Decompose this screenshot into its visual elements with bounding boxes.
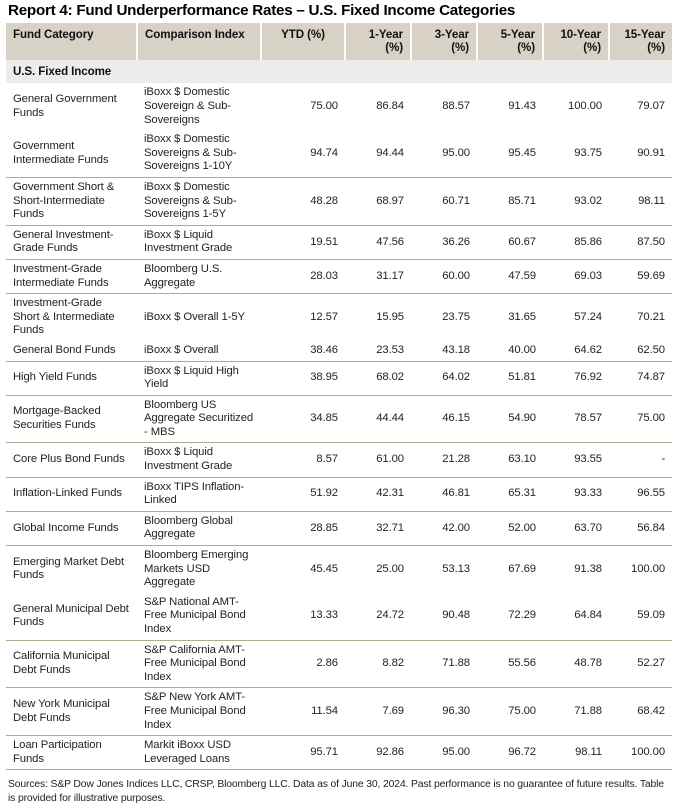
sources-footnote: Sources: S&P Dow Jones Indices LLC, CRSP, Bloomberg LLC. Data as of June 30, 2024. Past performance is no guarantee of future results. Table is provided for illustrative purposes. xyxy=(8,779,664,804)
cell-1-year: 23.53 xyxy=(345,341,411,361)
cell-15-year: 90.91 xyxy=(609,130,672,177)
cell-3-year: 60.00 xyxy=(411,259,477,293)
cell-1-year: 7.69 xyxy=(345,688,411,736)
cell-ytd: 34.85 xyxy=(261,395,345,443)
header-line-2: (%) xyxy=(451,41,469,55)
cell-10-year: 93.75 xyxy=(543,130,609,177)
table-row xyxy=(6,361,672,395)
cell-ytd: 12.57 xyxy=(310,310,338,323)
cell-15-year: 56.84 xyxy=(609,511,672,545)
cell-15-year: 70.21 xyxy=(637,310,665,323)
cell-10-year: 57.24 xyxy=(574,310,602,323)
table-row xyxy=(6,477,672,511)
cell-comparison-index: Bloomberg US Aggregate Securitized - MBS xyxy=(137,395,261,443)
page-title: Report 4: Fund Underperformance Rates – U.S. Fixed Income Categories xyxy=(8,2,516,19)
header-line-1: 15-Year xyxy=(624,28,665,41)
table-row xyxy=(6,640,672,688)
cell-comparison-index: S&P New York AMT-Free Municipal Bond Index xyxy=(137,688,261,736)
cell-5-year: 67.69 xyxy=(508,562,536,575)
cell-comparison-index: iBoxx $ Liquid Investment Grade xyxy=(137,443,261,477)
cell-1-year: 86.84 xyxy=(376,100,404,112)
column-header-ytd[interactable]: YTD (%) xyxy=(261,23,345,60)
cell-ytd: 13.33 xyxy=(261,593,345,640)
cell-fund-category: General Government Funds xyxy=(13,93,117,119)
cell-fund-category: Government Short & Short-Intermediate Funds xyxy=(6,177,137,225)
column-header-10-year[interactable] xyxy=(543,23,609,60)
cell-comparison-index: iBoxx $ Domestic Sovereigns & Sub-Sovereigns 1-5Y xyxy=(137,177,261,225)
cell-1-year: 32.71 xyxy=(345,511,411,545)
cell-fund-category: High Yield Funds xyxy=(6,361,137,395)
header-line-1: 1-Year xyxy=(368,28,403,41)
cell-10-year: 100.00 xyxy=(568,100,602,112)
table-row xyxy=(6,259,672,293)
table-body xyxy=(6,60,672,770)
cell-15-year: 59.69 xyxy=(609,259,672,293)
table-row xyxy=(6,341,672,361)
cell-ytd: 19.51 xyxy=(261,225,345,259)
cell-1-year: 61.00 xyxy=(345,443,411,477)
cell-fund-category: Core Plus Bond Funds xyxy=(6,443,137,477)
column-header-3-year[interactable] xyxy=(411,23,477,60)
cell-3-year: 46.15 xyxy=(411,395,477,443)
cell-fund-category: Investment-Grade Short & Intermediate Funds xyxy=(13,297,115,337)
cell-ytd: 28.85 xyxy=(261,511,345,545)
cell-ytd: 95.71 xyxy=(261,736,345,770)
table-row xyxy=(6,83,672,130)
cell-10-year: 76.92 xyxy=(543,361,609,395)
column-header-5-year[interactable] xyxy=(477,23,543,60)
cell-5-year: 47.59 xyxy=(477,259,543,293)
cell-1-year: 44.44 xyxy=(345,395,411,443)
cell-3-year: 88.57 xyxy=(442,100,470,112)
cell-10-year: 48.78 xyxy=(543,640,609,688)
cell-15-year: 100.00 xyxy=(631,562,665,575)
cell-15-year: 87.50 xyxy=(609,225,672,259)
cell-5-year: 65.31 xyxy=(477,477,543,511)
cell-ytd: 45.45 xyxy=(310,562,338,575)
section-label: U.S. Fixed Income xyxy=(6,60,672,84)
cell-1-year: 15.95 xyxy=(376,310,404,323)
table-row xyxy=(6,688,672,736)
cell-comparison-index: Bloomberg Global Aggregate xyxy=(137,511,261,545)
cell-10-year: 78.57 xyxy=(543,395,609,443)
header-line-2: (%) xyxy=(647,41,665,55)
cell-fund-category: New York Municipal Debt Funds xyxy=(6,688,137,736)
cell-15-year: 96.55 xyxy=(609,477,672,511)
cell-fund-category: Mortgage-Backed Securities Funds xyxy=(6,395,137,443)
cell-ytd: 8.57 xyxy=(261,443,345,477)
cell-1-year: 8.82 xyxy=(345,640,411,688)
cell-3-year: 23.75 xyxy=(442,310,470,323)
cell-5-year: 75.00 xyxy=(477,688,543,736)
table-row xyxy=(6,546,672,593)
table-row xyxy=(6,130,672,177)
cell-5-year: 55.56 xyxy=(477,640,543,688)
cell-3-year: 36.26 xyxy=(411,225,477,259)
cell-15-year: 68.42 xyxy=(609,688,672,736)
table-header-row xyxy=(6,23,672,60)
cell-3-year: 46.81 xyxy=(411,477,477,511)
cell-3-year: 64.02 xyxy=(411,361,477,395)
cell-10-year: 63.70 xyxy=(543,511,609,545)
table-row xyxy=(6,225,672,259)
cell-3-year: 96.30 xyxy=(411,688,477,736)
cell-fund-category: Emerging Market Debt Funds xyxy=(13,555,125,582)
cell-fund-category: General Municipal Debt Funds xyxy=(6,593,137,640)
cell-5-year: 85.71 xyxy=(477,177,543,225)
cell-ytd: 2.86 xyxy=(261,640,345,688)
cell-10-year: 91.38 xyxy=(574,562,602,575)
cell-5-year: 31.65 xyxy=(508,310,536,323)
cell-comparison-index: iBoxx $ Overall 1-5Y xyxy=(144,310,245,323)
cell-comparison-index: iBoxx TIPS Inflation-Linked xyxy=(137,477,261,511)
cell-10-year: 93.02 xyxy=(543,177,609,225)
cell-5-year: 52.00 xyxy=(477,511,543,545)
header-line-1: 10-Year xyxy=(560,28,601,41)
cell-fund-category: Loan Participation Funds xyxy=(6,736,137,770)
cell-1-year: 68.02 xyxy=(345,361,411,395)
cell-fund-category: Global Income Funds xyxy=(6,511,137,545)
table-row xyxy=(6,177,672,225)
cell-1-year: 92.86 xyxy=(345,736,411,770)
cell-fund-category: Inflation-Linked Funds xyxy=(6,477,137,511)
cell-3-year: 53.13 xyxy=(442,562,470,575)
cell-1-year: 24.72 xyxy=(345,593,411,640)
cell-15-year: 74.87 xyxy=(609,361,672,395)
cell-ytd: 38.95 xyxy=(261,361,345,395)
cell-10-year: 71.88 xyxy=(543,688,609,736)
cell-5-year: 72.29 xyxy=(477,593,543,640)
cell-15-year: 100.00 xyxy=(609,736,672,770)
table-row xyxy=(6,443,672,477)
cell-1-year: 25.00 xyxy=(376,562,404,575)
cell-1-year: 94.44 xyxy=(345,130,411,177)
cell-5-year: 91.43 xyxy=(508,100,536,112)
cell-3-year: 90.48 xyxy=(411,593,477,640)
cell-10-year: 93.33 xyxy=(543,477,609,511)
cell-ytd: 11.54 xyxy=(261,688,345,736)
table-header xyxy=(6,23,672,60)
cell-5-year: 40.00 xyxy=(477,341,543,361)
cell-comparison-index: iBoxx $ Domestic Sovereigns & Sub-Sovereigns 1-10Y xyxy=(137,130,261,177)
cell-comparison-index: Bloomberg Emerging Markets USD Aggregate xyxy=(144,549,249,589)
table-row xyxy=(6,511,672,545)
cell-3-year: 95.00 xyxy=(411,130,477,177)
cell-5-year: 51.81 xyxy=(477,361,543,395)
cell-comparison-index: S&P National AMT-Free Municipal Bond Index xyxy=(137,593,261,640)
cell-3-year: 42.00 xyxy=(411,511,477,545)
header-line-2: (%) xyxy=(385,41,403,55)
table-row xyxy=(6,395,672,443)
cell-15-year: - xyxy=(609,443,672,477)
cell-15-year: 79.07 xyxy=(637,100,665,112)
cell-15-year: 98.11 xyxy=(609,177,672,225)
table-row xyxy=(6,294,672,341)
cell-fund-category: General Bond Funds xyxy=(6,341,137,361)
cell-15-year: 75.00 xyxy=(609,395,672,443)
column-header-15-year[interactable] xyxy=(609,23,672,60)
cell-fund-category: General Investment-Grade Funds xyxy=(6,225,137,259)
cell-5-year: 60.67 xyxy=(477,225,543,259)
cell-ytd: 38.46 xyxy=(261,341,345,361)
cell-5-year: 96.72 xyxy=(477,736,543,770)
cell-5-year: 63.10 xyxy=(477,443,543,477)
table-row xyxy=(6,736,672,770)
cell-comparison-index: iBoxx $ Liquid High Yield xyxy=(137,361,261,395)
section-row xyxy=(6,60,672,84)
cell-comparison-index: iBoxx $ Overall xyxy=(137,341,261,361)
cell-15-year: 52.27 xyxy=(609,640,672,688)
cell-comparison-index: Markit iBoxx USD Leveraged Loans xyxy=(137,736,261,770)
cell-fund-category: California Municipal Debt Funds xyxy=(6,640,137,688)
header-line-2: (%) xyxy=(517,41,535,55)
cell-comparison-index: S&P California AMT-Free Municipal Bond Index xyxy=(137,640,261,688)
column-header-fund-category[interactable]: Fund Category xyxy=(6,23,137,60)
cell-1-year: 47.56 xyxy=(345,225,411,259)
cell-15-year: 62.50 xyxy=(609,341,672,361)
cell-15-year: 59.09 xyxy=(609,593,672,640)
table-row xyxy=(6,593,672,640)
cell-fund-category: Government Intermediate Funds xyxy=(6,130,137,177)
cell-3-year: 60.71 xyxy=(411,177,477,225)
cell-ytd: 94.74 xyxy=(261,130,345,177)
cell-3-year: 21.28 xyxy=(411,443,477,477)
cell-ytd: 48.28 xyxy=(261,177,345,225)
column-header-comparison-index[interactable]: Comparison Index xyxy=(137,23,261,60)
cell-3-year: 43.18 xyxy=(411,341,477,361)
cell-10-year: 85.86 xyxy=(543,225,609,259)
cell-ytd: 28.03 xyxy=(261,259,345,293)
column-header-1-year[interactable] xyxy=(345,23,411,60)
cell-10-year: 93.55 xyxy=(543,443,609,477)
cell-comparison-index: Bloomberg U.S. Aggregate xyxy=(137,259,261,293)
cell-10-year: 69.03 xyxy=(543,259,609,293)
cell-3-year: 95.00 xyxy=(411,736,477,770)
cell-1-year: 42.31 xyxy=(345,477,411,511)
cell-10-year: 64.62 xyxy=(543,341,609,361)
cell-10-year: 64.84 xyxy=(543,593,609,640)
cell-ytd: 75.00 xyxy=(310,100,338,112)
header-line-2: (%) xyxy=(583,41,601,55)
cell-10-year: 98.11 xyxy=(543,736,609,770)
fund-underperformance-table xyxy=(6,23,672,770)
cell-comparison-index: iBoxx $ Domestic Sovereign & Sub-Sovereigns xyxy=(144,86,231,126)
cell-ytd: 51.92 xyxy=(261,477,345,511)
cell-5-year: 54.90 xyxy=(477,395,543,443)
cell-5-year: 95.45 xyxy=(477,130,543,177)
cell-1-year: 31.17 xyxy=(345,259,411,293)
cell-3-year: 71.88 xyxy=(411,640,477,688)
cell-1-year: 68.97 xyxy=(345,177,411,225)
header-line-1: 3-Year xyxy=(434,28,469,41)
cell-fund-category: Investment-Grade Intermediate Funds xyxy=(6,259,137,293)
header-line-1: 5-Year xyxy=(500,28,535,41)
cell-comparison-index: iBoxx $ Liquid Investment Grade xyxy=(137,225,261,259)
